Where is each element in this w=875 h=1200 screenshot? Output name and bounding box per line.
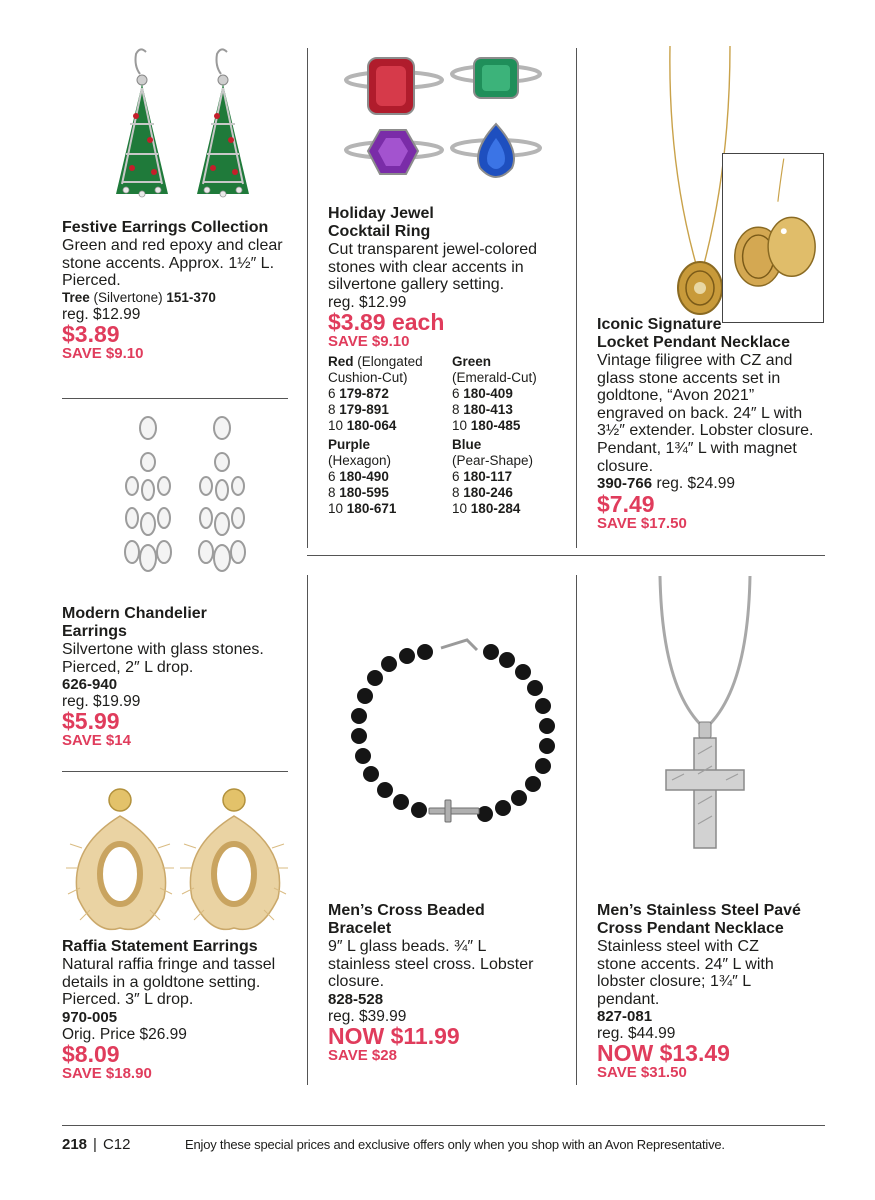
product-title-line-2: Earrings xyxy=(62,623,127,640)
raffia-earrings-image xyxy=(66,788,288,938)
product-code: 390-766 xyxy=(597,475,653,493)
product-title-line-2: Cross Pendant Necklace xyxy=(597,920,784,937)
product-description: Green and red epoxy and clear stone accents. Approx. 1½″ L. Pierced. xyxy=(62,237,283,290)
sku-variant: (Silvertone) xyxy=(93,289,163,305)
page-number: 218 xyxy=(62,1136,88,1153)
festive-earrings-image xyxy=(96,44,282,204)
product-description: Stainless steel with CZ stone accents. 24″ L with lobster closure; 1¾″ L pendant. xyxy=(597,938,774,1008)
regular-price: reg. $12.99 xyxy=(62,305,141,323)
beaded-bracelet-image xyxy=(345,628,560,838)
savings: SAVE $9.10 xyxy=(328,332,410,350)
original-price: Orig. Price $26.99 xyxy=(62,1025,187,1043)
regular-price: reg. $12.99 xyxy=(328,293,407,311)
product-title: Raffia Statement Earrings xyxy=(62,938,258,955)
product-title-line-2: Cocktail Ring xyxy=(328,223,431,240)
product-cross-bracelet xyxy=(328,902,568,1064)
sale-price: NOW $13.49 xyxy=(597,1040,730,1067)
savings: SAVE $14 xyxy=(62,732,131,750)
chandelier-earrings-image xyxy=(110,414,260,594)
sale-price: $3.89 each xyxy=(328,308,445,335)
product-sku xyxy=(62,290,302,306)
product-code: 828-528 xyxy=(328,990,384,1008)
column-divider-4 xyxy=(576,575,577,1085)
product-description: Cut transparent jewel-colored stones with clear accents in silvertone gallery setting. xyxy=(328,241,537,294)
sale-price: $7.49 xyxy=(597,491,655,518)
product-title-line-1: Men’s Cross Beaded xyxy=(328,902,485,919)
regular-price: reg. $19.99 xyxy=(62,693,141,711)
product-festive-earrings xyxy=(62,219,302,362)
footer-note: Enjoy these special prices and exclusive offers only when you shop with an Avon Representative. xyxy=(185,1137,725,1152)
savings: SAVE $17.50 xyxy=(597,515,687,533)
locket-detail-inset xyxy=(722,153,824,323)
product-title-line-1: Modern Chandelier xyxy=(62,605,207,622)
variant-blue: Blue (Pear-Shape) 6 180-117 8 180-246 10 180-284 xyxy=(452,436,534,516)
regular-price: reg. $24.99 xyxy=(656,475,735,493)
ring-variants xyxy=(328,354,568,520)
column-divider-2 xyxy=(576,48,577,548)
product-title-line-2: Bracelet xyxy=(328,920,392,937)
savings: SAVE $31.50 xyxy=(597,1064,687,1082)
cocktail-rings-image xyxy=(336,50,556,195)
page-footer xyxy=(62,1136,130,1153)
variant-red: Red (Elongated Cushion-Cut) 6 179-872 8 179-891 10 180-064 xyxy=(328,353,423,433)
product-title: Festive Earrings Collection xyxy=(62,219,269,236)
product-title-line-2: Locket Pendant Necklace xyxy=(597,334,790,351)
product-cocktail-ring xyxy=(328,205,568,520)
product-description: Silvertone with glass stones. Pierced, 2″ L drop. xyxy=(62,641,264,676)
row-divider-1 xyxy=(62,398,288,399)
sku-code: 151-370 xyxy=(166,289,216,305)
product-description: Natural raffia fringe and tassel details in a goldtone setting. Pierced. 3″ L drop. xyxy=(62,956,276,1009)
sale-price: $5.99 xyxy=(62,708,120,735)
product-title-line-1: Holiday Jewel xyxy=(328,205,434,222)
sale-price: NOW $11.99 xyxy=(328,1022,460,1049)
product-title-line-1: Men’s Stainless Steel Pavé xyxy=(597,902,801,919)
page-code: C12 xyxy=(102,1136,131,1153)
savings: SAVE $18.90 xyxy=(62,1064,152,1082)
sale-price: $8.09 xyxy=(62,1040,120,1067)
column-divider-1 xyxy=(307,48,308,548)
row-divider-3 xyxy=(62,771,288,772)
product-description: Vintage filigree with CZ and glass stone accents set in goldtone, “Avon 2021” engraved on back. 24″ L with 3½″ extender. Lobster closure. Pendant, 1¾″ L with magnet closure. xyxy=(597,352,814,475)
sku-label: Tree xyxy=(62,289,90,305)
product-locket-necklace xyxy=(597,316,825,532)
variant-purple: Purple (Hexagon) 6 180-490 8 180-595 10 180-671 xyxy=(328,436,397,516)
cross-necklace-image xyxy=(650,574,760,854)
footer-divider xyxy=(62,1125,825,1126)
product-code: 626-940 xyxy=(62,676,118,694)
product-cross-necklace xyxy=(597,902,825,1081)
sale-price: $3.89 xyxy=(62,320,120,347)
product-code: 970-005 xyxy=(62,1008,118,1026)
variant-green: Green (Emerald-Cut) 6 180-409 8 180-413 10 180-485 xyxy=(452,353,537,433)
column-divider-3 xyxy=(307,575,308,1085)
product-title-line-1: Iconic Signature xyxy=(597,316,722,333)
regular-price: reg. $39.99 xyxy=(328,1007,407,1025)
product-description: 9″ L glass beads. ¾″ L stainless steel cross. Lobster closure. xyxy=(328,938,534,991)
regular-price: reg. $44.99 xyxy=(597,1025,676,1043)
row-divider-2 xyxy=(307,555,825,556)
product-code: 827-081 xyxy=(597,1008,653,1026)
savings: SAVE $28 xyxy=(328,1046,397,1064)
product-raffia-earrings xyxy=(62,938,297,1082)
page-separator: | xyxy=(93,1136,97,1153)
product-chandelier-earrings xyxy=(62,605,292,749)
savings: SAVE $9.10 xyxy=(62,344,144,362)
